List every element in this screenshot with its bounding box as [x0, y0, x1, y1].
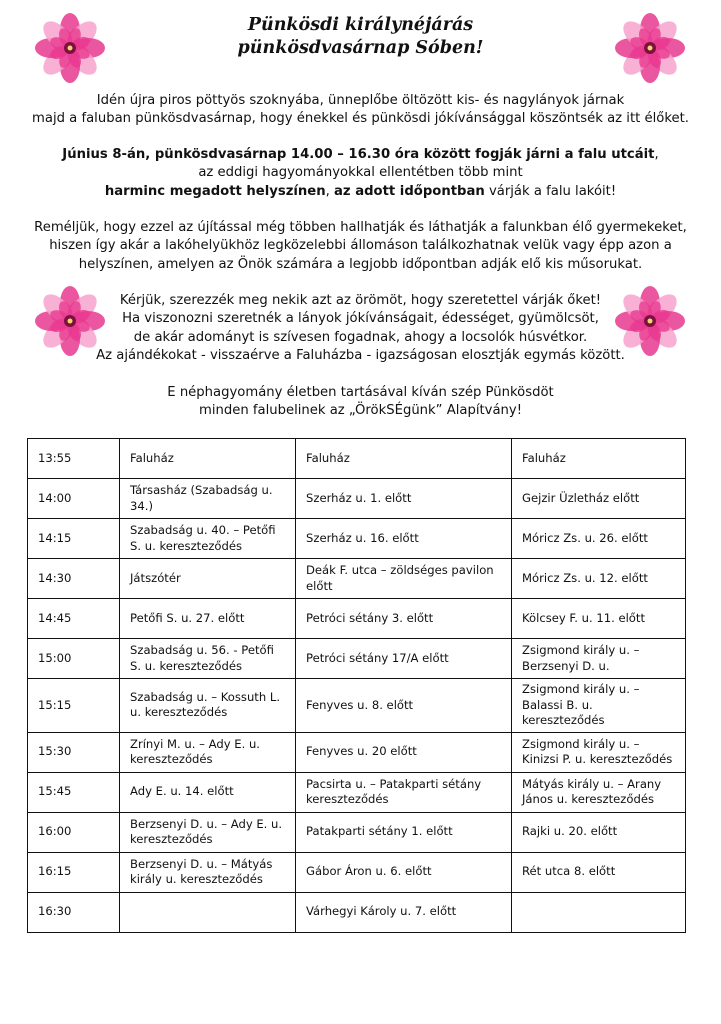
route-3-cell: Zsigmond király u. – Berzsenyi D. u.	[512, 639, 686, 679]
route-1-cell: Zrínyi M. u. – Ady E. u. kereszteződés	[120, 732, 296, 772]
table-row	[28, 599, 686, 639]
table-row	[28, 732, 686, 772]
page-title	[0, 14, 721, 60]
closing-paragraph	[30, 384, 691, 421]
route-1-cell: Szabadság u. – Kossuth L. u. kereszteződés	[120, 679, 296, 733]
route-1-cell: Berzsenyi D. u. – Ady E. u. kereszteződés	[120, 812, 296, 852]
route-2-cell: Szerház u. 1. előtt	[296, 479, 512, 519]
punctuation: ,	[654, 147, 659, 162]
time-cell: 14:15	[28, 519, 120, 559]
time-cell: 16:00	[28, 812, 120, 852]
intro-paragraph	[30, 92, 691, 129]
text-line: Idén újra piros pöttyös szoknyába, ünneplőbe öltözött kis- és nagylányok járnak	[96, 93, 625, 108]
time-highlight: az adott időpontban	[334, 183, 485, 199]
route-1-cell: Játszótér	[120, 559, 296, 599]
table-row	[28, 519, 686, 559]
time-cell: 15:00	[28, 639, 120, 679]
route-3-cell: Mátyás király u. – Arany János u. kereszteződés	[512, 772, 686, 812]
time-cell: 13:55	[28, 439, 120, 479]
route-3-cell: Zsigmond király u. – Balassi B. u. kereszteződés	[512, 679, 686, 733]
text-line: Kérjük, szerezzék meg nekik azt az örömöt, hogy szeretettel várják őket!	[119, 293, 602, 308]
route-3-cell	[512, 892, 686, 932]
table-row	[28, 812, 686, 852]
route-1-cell: Berzsenyi D. u. – Mátyás király u. kereszteződés	[120, 852, 296, 892]
date-time-highlight: Június 8-án, pünkösdvasárnap 14.00 – 16.30 óra között fogják járni a falu utcáit	[62, 147, 655, 162]
table-row	[28, 559, 686, 599]
time-cell: 14:00	[28, 479, 120, 519]
time-cell: 14:45	[28, 599, 120, 639]
table-row	[28, 639, 686, 679]
route-1-cell: Ady E. u. 14. előtt	[120, 772, 296, 812]
time-cell: 15:45	[28, 772, 120, 812]
route-2-cell: Szerház u. 16. előtt	[296, 519, 512, 559]
title-line: Pünkösdi királynéjárás	[247, 15, 474, 35]
time-cell: 16:30	[28, 892, 120, 932]
text-line	[30, 146, 691, 164]
route-1-cell: Szabadság u. 40. – Petőfi S. u. kereszteződés	[120, 519, 296, 559]
route-3-cell: Zsigmond király u. – Kinizsi P. u. kereszteződés	[512, 732, 686, 772]
route-1-cell: Faluház	[120, 439, 296, 479]
route-2-cell: Várhegyi Károly u. 7. előtt	[296, 892, 512, 932]
route-3-cell: Gejzir Üzletház előtt	[512, 479, 686, 519]
title-line: pünkösdvasárnap Sóben!	[237, 38, 484, 58]
table-row	[28, 772, 686, 812]
route-2-cell: Pacsirta u. – Patakparti sétány kereszteződés	[296, 772, 512, 812]
announcement-paragraph	[30, 146, 691, 201]
route-2-cell: Petróci sétány 17/A előtt	[296, 639, 512, 679]
route-1-cell	[120, 892, 296, 932]
time-cell: 16:15	[28, 852, 120, 892]
separator-text: ,	[325, 183, 335, 199]
locations-highlight: harminc megadott helyszínen	[104, 183, 326, 199]
text-line: hiszen így akár a lakóhelyükhöz legközelebbi állomáson találkozhatnak velük vagy épp azon a	[49, 238, 672, 254]
hope-paragraph	[30, 219, 691, 274]
route-3-cell: Kölcsey F. u. 11. előtt	[512, 599, 686, 639]
route-3-cell: Faluház	[512, 439, 686, 479]
table-row	[28, 679, 686, 733]
text-line: de akár adományt is szívesen fogadnak, ahogy a locsolók húsvétkor.	[133, 329, 588, 345]
text-line: Ha viszonozni szeretnék a lányok jókívánságait, édességet, gyümölcsöt,	[122, 311, 599, 327]
route-2-cell: Deák F. utca – zöldséges pavilon előtt	[296, 559, 512, 599]
text-line: E néphagyomány életben tartásával kíván szép Pünkösdöt	[167, 385, 554, 400]
route-1-cell: Társasház (Szabadság u. 34.)	[120, 479, 296, 519]
route-2-cell: Petróci sétány 3. előtt	[296, 599, 512, 639]
time-cell: 14:30	[28, 559, 120, 599]
table-row	[28, 439, 686, 479]
route-2-cell: Fenyves u. 8. előtt	[296, 679, 512, 733]
table-row	[28, 892, 686, 932]
route-3-cell: Móricz Zs. u. 26. előtt	[512, 519, 686, 559]
table-row	[28, 479, 686, 519]
request-paragraph	[30, 292, 691, 366]
table-row	[28, 852, 686, 892]
schedule-body	[28, 439, 686, 933]
text-line: minden falubelinek az „ÖrökSÉgünk” Alapítvány!	[198, 403, 523, 419]
text-line: majd a faluban pünkösdvasárnap, hogy énekkel és pünkösdi jókívánsággal köszöntsék az itt élőket.	[32, 111, 689, 127]
time-cell: 15:30	[28, 732, 120, 772]
text-line: Reméljük, hogy ezzel az újítással még többen hallhatják és láthatják a falunkban élő gyermekeket,	[34, 220, 687, 235]
route-2-cell: Gábor Áron u. 6. előtt	[296, 852, 512, 892]
route-1-cell: Szabadság u. 56. - Petőfi S. u. kereszteződés	[120, 639, 296, 679]
route-3-cell: Rajki u. 20. előtt	[512, 812, 686, 852]
text-line	[30, 183, 691, 201]
route-3-cell: Rét utca 8. előtt	[512, 852, 686, 892]
route-3-cell: Móricz Zs. u. 12. előtt	[512, 559, 686, 599]
text-line: helyszínen, amelyen az Önök számára a legjobb időpontban adják elő kis műsorukat.	[78, 256, 643, 272]
route-2-cell: Fenyves u. 20 előtt	[296, 732, 512, 772]
text-line: Az ajándékokat - visszaérve a Faluházba - igazságosan elosztják egymás között.	[96, 348, 625, 364]
route-1-cell: Petőfi S. u. 27. előtt	[120, 599, 296, 639]
route-2-cell: Patakparti sétány 1. előtt	[296, 812, 512, 852]
text-line: az eddigi hagyományokkal ellentétben több mint	[198, 165, 523, 181]
route-2-cell: Faluház	[296, 439, 512, 479]
text-tail: várják a falu lakóit!	[484, 183, 617, 199]
time-cell: 15:15	[28, 679, 120, 733]
schedule-table	[27, 438, 686, 933]
